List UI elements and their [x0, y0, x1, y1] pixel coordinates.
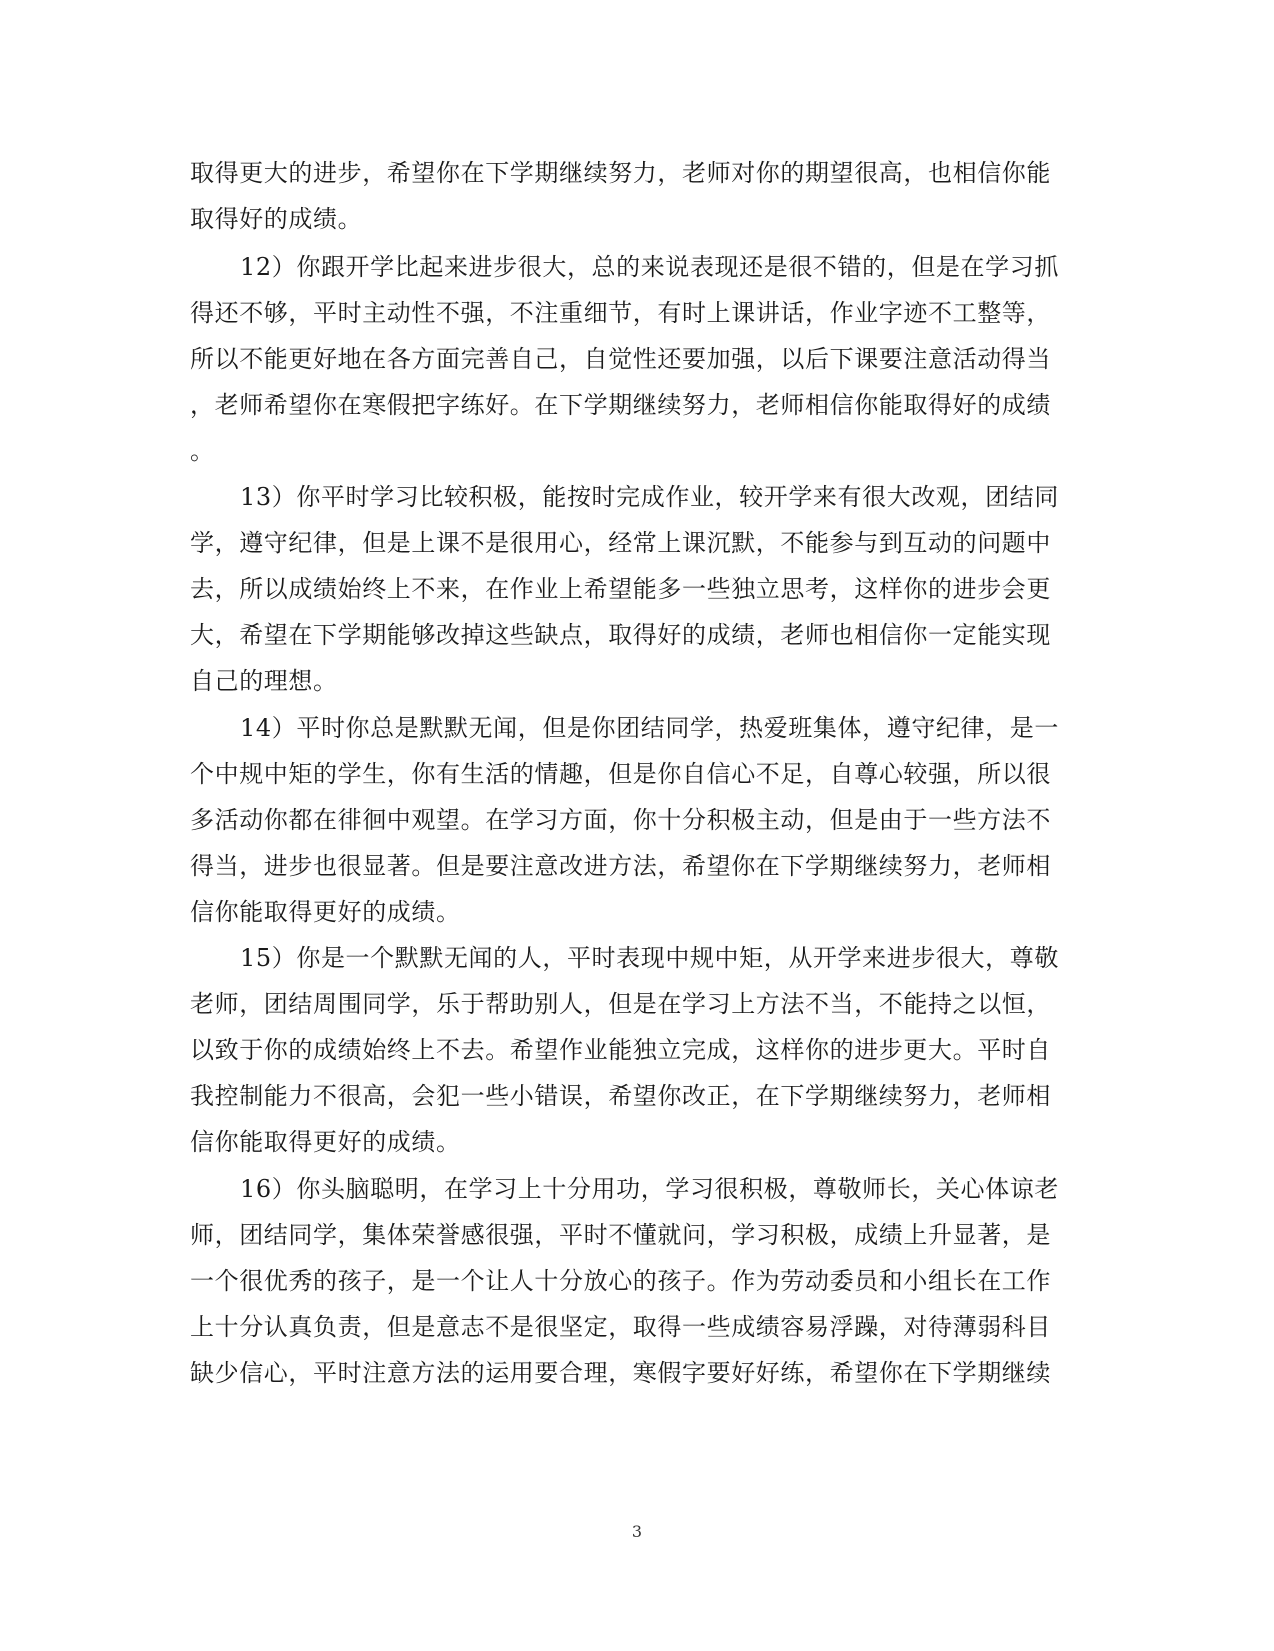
text-line: 去，所以成绩始终上不来，在作业上希望能多一些独立思考，这样你的进步会更	[190, 575, 1051, 603]
text-line: 信你能取得更好的成绩。	[190, 1128, 461, 1156]
text-line: 老师，团结周围同学，乐于帮助别人，但是在学习上方法不当，不能持之以恒，	[190, 990, 1051, 1018]
paragraph-13-first-line: 13）你平时学习比较积极，能按时完成作业，较开学来有很大改观，团结同	[240, 483, 1059, 511]
text-line: 师，团结同学，集体荣誉感很强，平时不懂就问，学习积极，成绩上升显著，是	[190, 1221, 1051, 1249]
text-line: 上十分认真负责，但是意志不是很坚定，取得一些成绩容易浮躁，对待薄弱科目	[190, 1313, 1051, 1341]
paragraph-15-first-line: 15）你是一个默默无闻的人，平时表现中规中矩，从开学来进步很大，尊敬	[240, 944, 1059, 972]
page-number: 3	[631, 1522, 643, 1541]
text-line: 得还不够，平时主动性不强，不注重细节，有时上课讲话，作业字迹不工整等，	[190, 299, 1051, 327]
paragraph-16-first-line: 16）你头脑聪明，在学习上十分用功，学习很积极，尊敬师长，关心体谅老	[240, 1175, 1059, 1203]
text-line: 得当，进步也很显著。但是要注意改进方法，希望你在下学期继续努力，老师相	[190, 852, 1051, 880]
text-line: 多活动你都在徘徊中观望。在学习方面，你十分积极主动，但是由于一些方法不	[190, 806, 1051, 834]
text-line: 自己的理想。	[190, 667, 338, 695]
text-line: ，老师希望你在寒假把字练好。在下学期继续努力，老师相信你能取得好的成绩	[190, 391, 1051, 419]
text-line: 我控制能力不很高，会犯一些小错误，希望你改正，在下学期继续努力，老师相	[190, 1082, 1051, 1110]
text-line: 所以不能更好地在各方面完善自己，自觉性还要加强，以后下课要注意活动得当	[190, 345, 1051, 373]
text-line: 取得好的成绩。	[190, 205, 363, 233]
text-line: 一个很优秀的孩子，是一个让人十分放心的孩子。作为劳动委员和小组长在工作	[190, 1267, 1051, 1295]
text-line: 缺少信心，平时注意方法的运用要合理，寒假字要好好练，希望你在下学期继续	[190, 1359, 1051, 1387]
paragraph-12-first-line: 12）你跟开学比起来进步很大，总的来说表现还是很不错的，但是在学习抓	[240, 253, 1059, 281]
text-line: 以致于你的成绩始终上不去。希望作业能独立完成，这样你的进步更大。平时自	[190, 1036, 1051, 1064]
text-line: 取得更大的进步，希望你在下学期继续努力，老师对你的期望很高，也相信你能	[190, 159, 1051, 187]
paragraph-14-first-line: 14）平时你总是默默无闻，但是你团结同学，热爱班集体，遵守纪律，是一	[240, 714, 1059, 742]
text-line: 。	[190, 437, 215, 465]
text-line: 信你能取得更好的成绩。	[190, 898, 461, 926]
text-line: 个中规中矩的学生，你有生活的情趣，但是你自信心不足，自尊心较强，所以很	[190, 760, 1051, 788]
text-line: 学，遵守纪律，但是上课不是很用心，经常上课沉默，不能参与到互动的问题中	[190, 529, 1051, 557]
text-line: 大，希望在下学期能够改掉这些缺点，取得好的成绩，老师也相信你一定能实现	[190, 621, 1051, 649]
